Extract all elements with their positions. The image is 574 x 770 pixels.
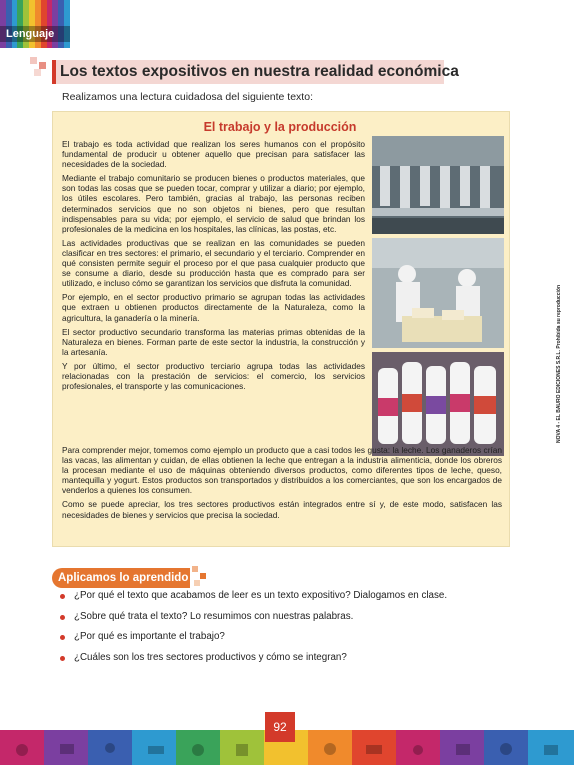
- activity-title: Aplicamos lo aprendido: [58, 572, 189, 584]
- list-item: [60, 631, 447, 642]
- reading-title: El trabajo y la producción: [203, 120, 357, 134]
- decoration-square: [194, 580, 200, 586]
- activity-title-bar: [52, 568, 190, 588]
- reading-paragraph: El trabajo es toda actividad que realizan los seres humanos con el propósito fundamental de producir u obtener aquello que precisan para satisfacer las necesidades de la sociedad.: [62, 139, 365, 170]
- bullet-icon: [60, 635, 65, 640]
- question-text: ¿Cuáles son los tres sectores productivos y cómo se integran?: [74, 651, 347, 663]
- reading-paragraph: Para comprender mejor, tomemos como ejemplo un producto que a casi todos les gusta: la leche. Los ganaderos crían las vacas, las alimentan y cuidan, de ellas obtienen la leche que entregan a la industria alimenticia, donde los obreros la procesan mediante el uso de máquinas obteniendo diversos productos, como diferentes tipos de leche, queso, mantequilla y yogurt. Estos productos son transportados y distribuidos a los comerciantes, que son los encargados de venderlos a quienes los consumen.: [62, 445, 502, 496]
- question-text: ¿Por qué el texto que acabamos de leer es un texto expositivo? Dialogamos en clase.: [74, 590, 448, 601]
- question-text: ¿Por qué es importante el trabajo?: [74, 631, 225, 642]
- list-item: [60, 590, 447, 601]
- reading-column: [62, 139, 365, 395]
- question-list: [60, 590, 447, 672]
- question-text: ¿Sobre qué trata el texto? Lo resumimos con nuestras palabras.: [74, 610, 354, 622]
- intro-text: Realizamos una lectura cuidadosa del siguiente texto:: [62, 91, 313, 103]
- subject-tag-label: Lenguaje: [6, 28, 55, 40]
- sidebar-note-text: NOVA 4 - EL BAURO EDICIONES S.R.L. Prohibida su reproducción: [556, 285, 562, 443]
- list-item: [60, 652, 447, 663]
- reading-wide-block: [62, 445, 502, 524]
- list-item: [60, 611, 447, 622]
- subject-tag: [0, 26, 70, 42]
- section-title-bar: [52, 60, 459, 84]
- bullet-icon: [60, 656, 65, 661]
- reading-paragraph: Las actividades productivas que se realizan en las comunidades se pueden clasificar en tres sectores: el primario, el secundario y el terciario. Comprender en qué consisten permite seguir el proceso por el que pasa cualquier producto que se consume a diario, desde su producción hasta que es comprado para ser utilizado, e incluso cómo se garantizan los servicios que disfruta la comunidad.: [62, 237, 365, 289]
- decoration-square: [192, 566, 198, 572]
- dairy-industry-photos: [372, 136, 504, 456]
- decoration-square: [200, 573, 206, 579]
- reading-paragraph: Y por último, el sector productivo terciario agrupa todas las actividades relacionadas con la prestación de servicios: el comercio, los servicios profesionales, el transporte y las comunicaciones.: [62, 360, 365, 392]
- decoration-square: [39, 62, 46, 69]
- milk-bottles-photo: [372, 352, 504, 456]
- decoration-square: [34, 69, 41, 76]
- reading-paragraph: Mediante el trabajo comunitario se producen bienes o productos materiales, que son todas las cosas que se pueden tocar, comprar y utilizar a diario; por ejemplo, los útiles escolares. Pero también, gracias al trabajo, las personas reciben determinados servicios que no son objetos ni bienes, pero que resultan indispensables para su vida; por ejemplo, el servicio de salud que brindan los profesionales de la medicina en los hospitales, las clínicas, las postas, etc.: [62, 173, 365, 234]
- cheese-workers-photo: [372, 238, 504, 348]
- sidebar-copyright-note: [556, 285, 568, 485]
- reading-paragraph: Como se puede apreciar, los tres sectores productivos están integrados entre sí y, de este modo, satisfacen las necesidades de bienes y servicios que precisa la sociedad.: [62, 499, 502, 520]
- bullet-icon: [60, 615, 65, 620]
- decoration-square: [30, 57, 37, 64]
- bullet-icon: [60, 594, 65, 599]
- page-number-box: [265, 712, 295, 742]
- section-title: Los textos expositivos en nuestra realidad económica: [60, 63, 459, 80]
- reading-paragraph: Por ejemplo, en el sector productivo primario se agrupan todas las actividades que extraen u obtienen productos directamente de la Naturaleza, como la agricultura, la ganadería o la minería.: [62, 292, 365, 323]
- page-number: 92: [273, 720, 287, 734]
- milking-machine-photo: [372, 136, 504, 234]
- reading-paragraph: El sector productivo secundario transforma las materias primas obtenidas de la Naturaleza en bienes. Forman parte de este sector la industria, la construcción y la artesanía.: [62, 326, 365, 357]
